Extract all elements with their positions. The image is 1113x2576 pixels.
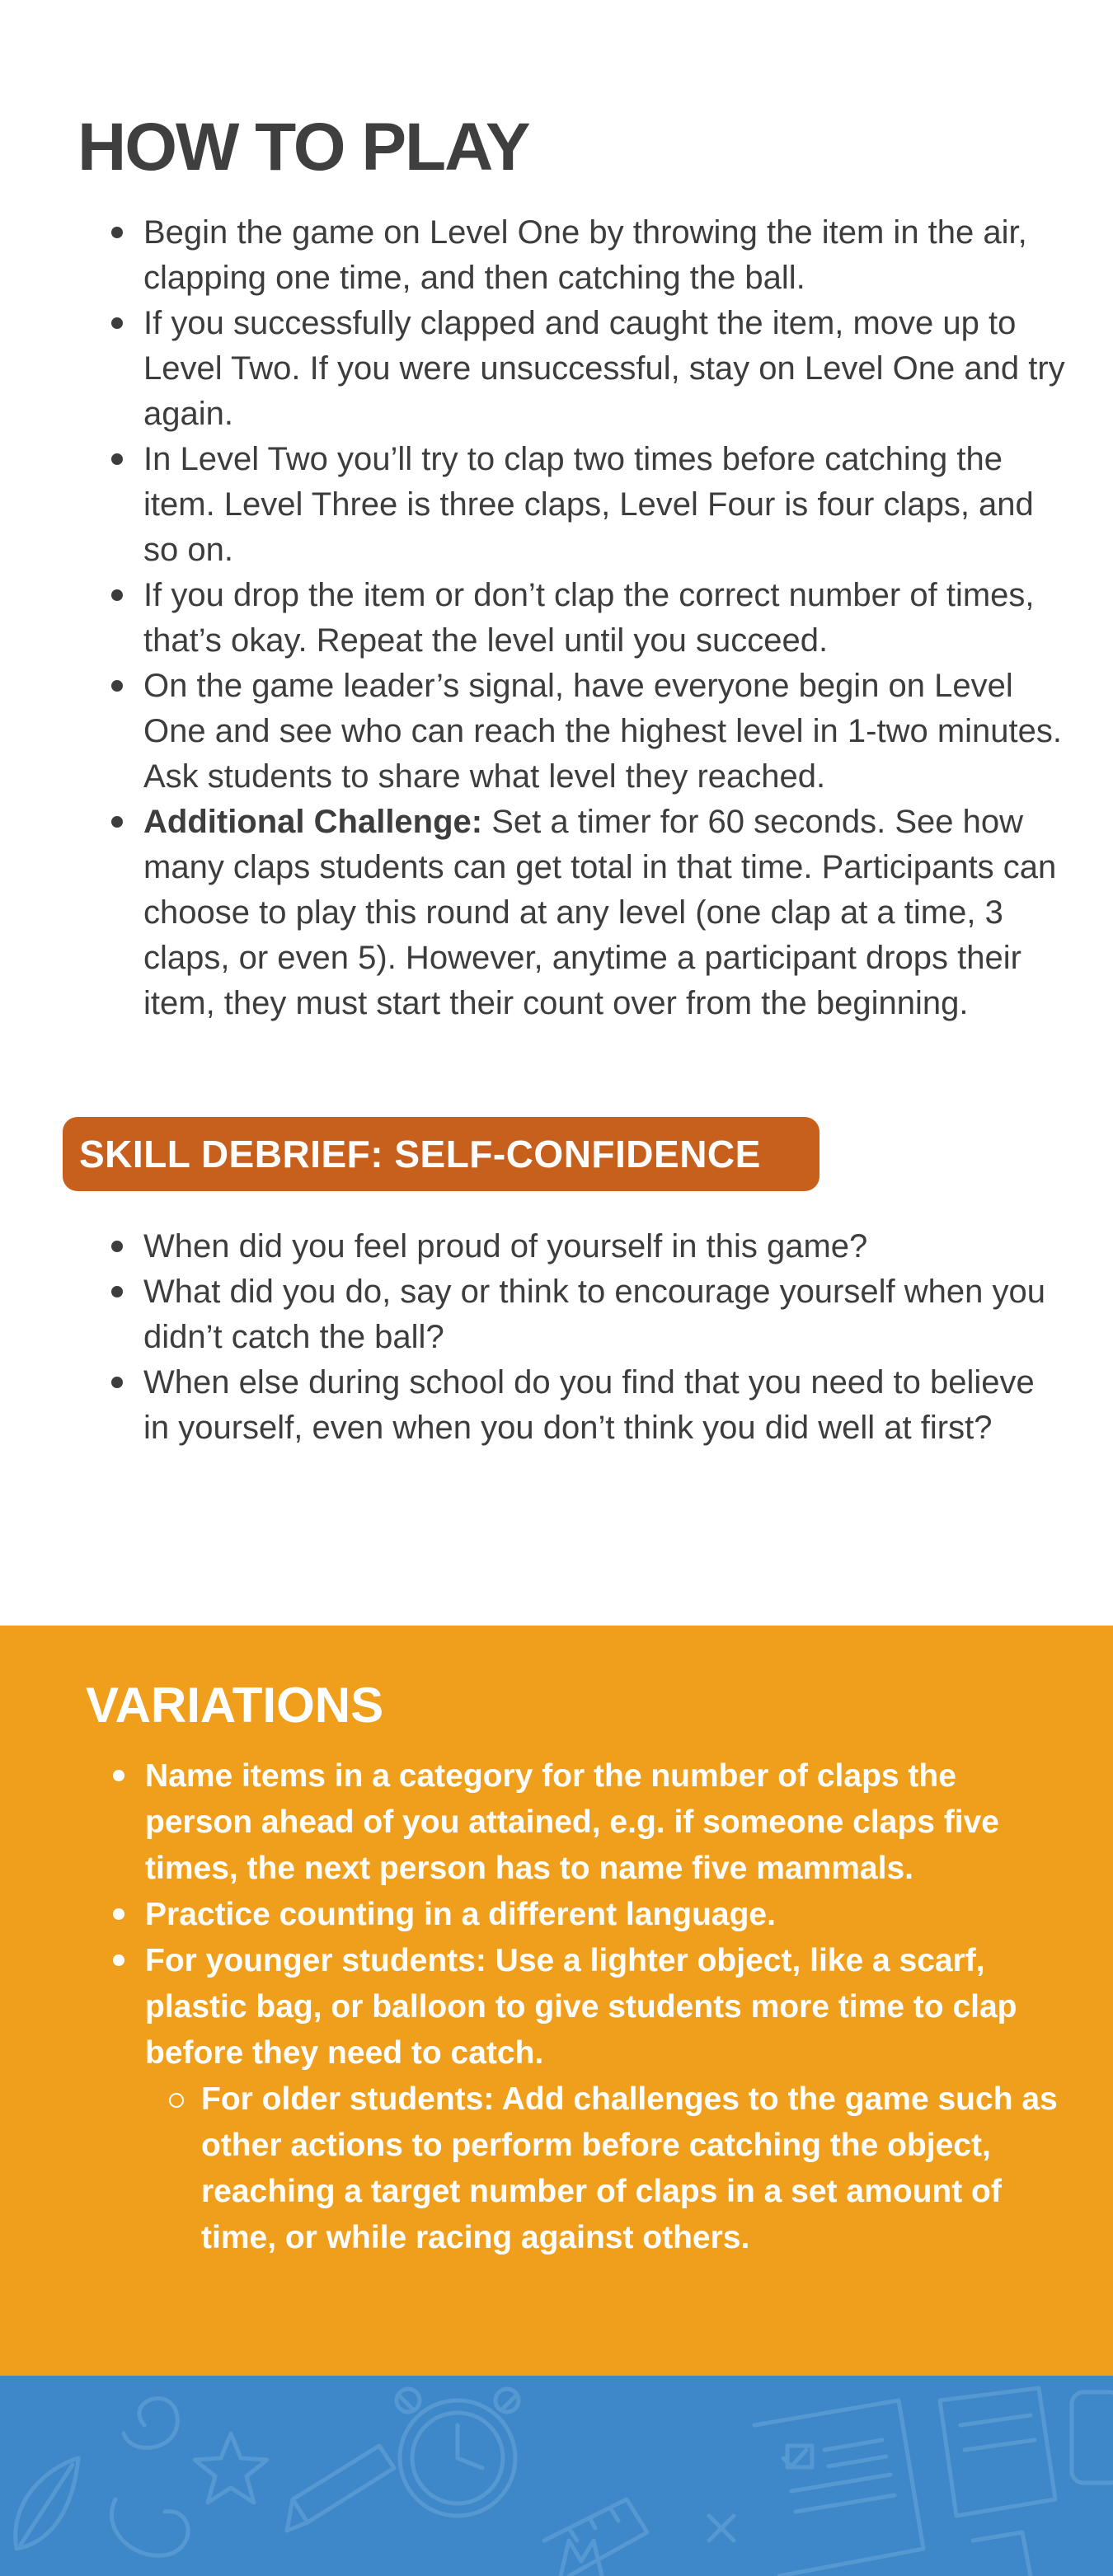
pencil-icon [287, 2446, 394, 2531]
variations-title: VARIATIONS [86, 1677, 384, 1733]
list-item: On the game leader’s signal, have everyone begin on Level One and see who can reach the highest level in 1-two minutes. Ask students to share what level they reached. [143, 664, 1067, 800]
sub-list-item: For older students: Add challenges to the game such as other actions to perform before catching the object, reaching a target number of claps in a set amount of time, or while racing against others. [201, 2076, 1068, 2261]
variations-sub-list [145, 2076, 1068, 2261]
list-item: Begin the game on Level One by throwing the item in the air, clapping one time, and then catching the ball. [143, 210, 1067, 301]
list-item: In Level Two you’ll try to clap two times before catching the item. Level Three is three claps, Level Four is four claps, and so on. [143, 437, 1067, 573]
list-item: When else during school do you find that you need to believe in yourself, even when you don’t think you did well at first? [143, 1360, 1067, 1451]
phone-icon [1072, 2392, 1113, 2483]
list-item: If you drop the item or don’t clap the correct number of times, that’s okay. Repeat the level until you succeed. [143, 573, 1067, 664]
list-item: If you successfully clapped and caught the item, move up to Level Two. If you were unsuccessful, stay on Level One and try again. [143, 301, 1067, 437]
star-icon [195, 2433, 267, 2503]
page-title: HOW TO PLAY [77, 110, 529, 185]
skill-debrief-title: SKILL DEBRIEF: SELF-CONFIDENCE [79, 1133, 761, 1175]
list-item: What did you do, say or think to encourage yourself when you didn’t catch the ball? [143, 1269, 1067, 1360]
how-to-play-steps [143, 210, 1067, 1026]
list-item: When did you feel proud of yourself in this game? [143, 1224, 1067, 1269]
swirl-icon [111, 2399, 188, 2556]
book-icon [940, 2388, 1055, 2576]
list-item-challenge [143, 800, 1067, 1026]
footer-doodle-band [0, 2376, 1113, 2576]
challenge-label: Additional Challenge: [143, 804, 483, 840]
list-item: Name items in a category for the number of claps the person ahead of you attained, e.g. if someone claps five times, the next person has to name five mammals. [145, 1753, 1068, 1892]
list-item: Practice counting in a different language. [145, 1892, 1068, 1938]
list-item-text: For younger students: Use a lighter object, like a scarf, plastic bag, or balloon to give students more time to clap before they need to catch. [145, 1943, 1017, 2071]
x-mark-icon [709, 2516, 734, 2541]
ruler-icon [544, 2499, 647, 2576]
clock-icon [397, 2389, 519, 2516]
variations-list [145, 1753, 1068, 2261]
challenge-text: Set a timer for 60 seconds. See how many claps students can get total in that time. Participants can choose to play this round at any level (one clap at a time, 3 claps, or even 5). However, anytime a participant drops their item, they must start their count over from the beginning. [143, 804, 1057, 1021]
leaf-icon [16, 2458, 78, 2549]
worksheet-icon [754, 2400, 923, 2576]
list-item [145, 1938, 1068, 2261]
variations-section [0, 1626, 1113, 2376]
skill-debrief-questions [143, 1224, 1067, 1451]
doodle-pattern [0, 2376, 1113, 2576]
